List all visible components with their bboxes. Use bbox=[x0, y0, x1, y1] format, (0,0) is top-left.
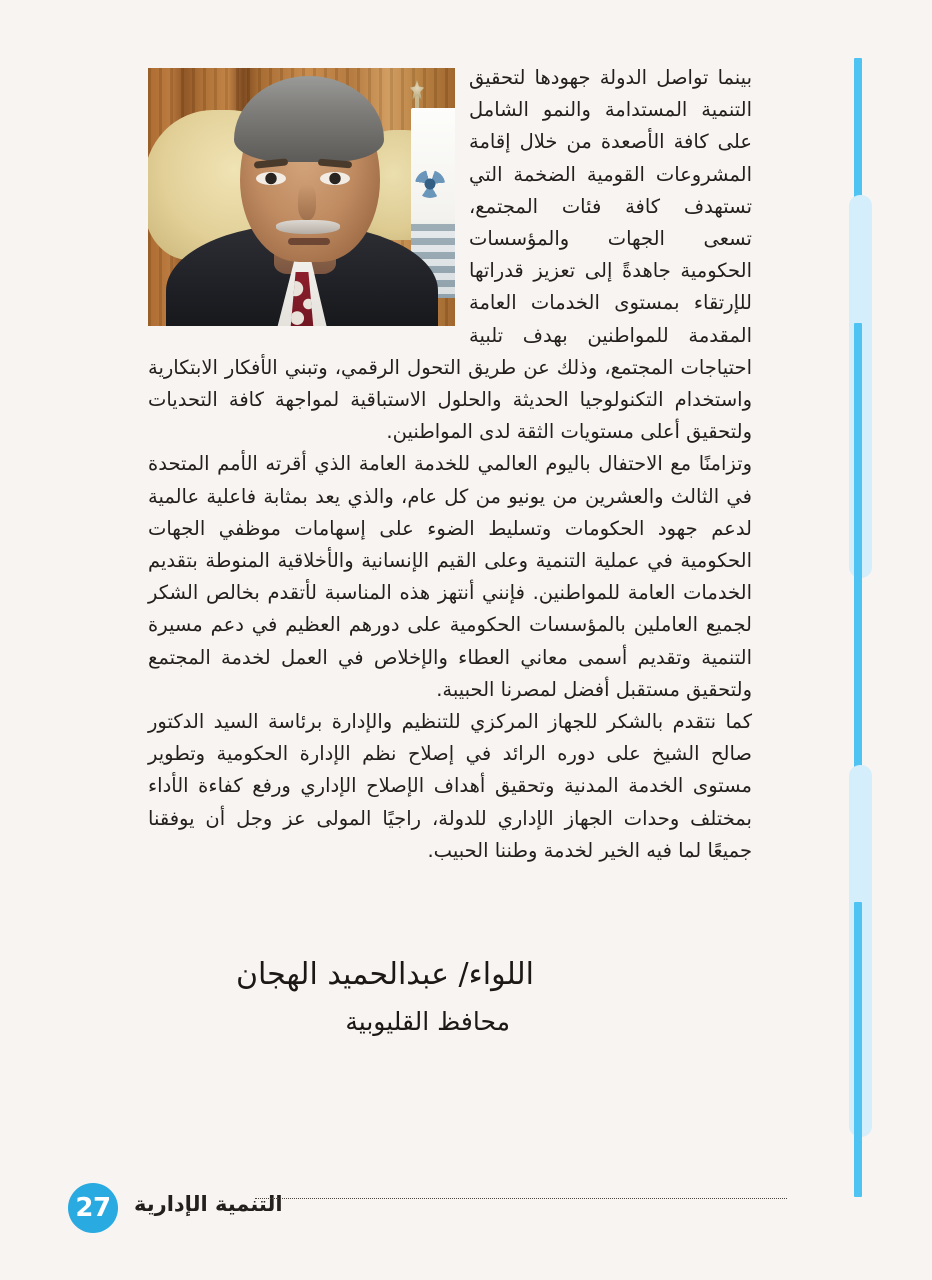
magazine-title: التنمية الإدارية bbox=[134, 1192, 283, 1216]
rail-bar-segment bbox=[854, 323, 862, 712]
photo-eye-left bbox=[256, 172, 286, 185]
page-number-badge: 27 bbox=[68, 1183, 118, 1233]
article-paragraph-2: وتزامنًا مع الاحتفال باليوم العالمي للخدمة العامة الذي أقرته الأمم المتحدة في الثالث والعشرين من يونيو من كل عام، والذي يعد بمثابة فاعلية عالمية لدعم جهود الحكومات وتسليط الضوء على إسهامات موظفي الجهات الحكومية في عملية التنمية وعلى القيم الإنسانية والأخلاقية المنوطة بتقديم الخدمات العامة للمواطنين. فإنني أنتهز هذه المناسبة لأتقدم بخالص الشكر لجميع العاملين بالمؤسسات الحكومية على دورهم العظيم في دعم مسيرة التنمية وتقديم أسمى معاني العطاء والإخلاص في العمل لخدمة المجتمع ولتحقيق مستقبل أفضل لمصرنا الحبيبة. bbox=[148, 452, 752, 701]
photo-mouth bbox=[288, 238, 330, 245]
article-paragraph-1: بينما تواصل الدولة جهودها لتحقيق التنمية المستدامة والنمو الشامل على كافة الأصعدة من خلال إقامة المشروعات القومية الضخمة التي تستهدف كافة فئات المجتمع، تسعى الجهات والمؤسسات الحكومية جاهدةً إلى تعزيز قدراتها للإرتقاء بمستوى الخدمات العامة المقدمة للمواطنين بهدف تلبية احتياجات المجتمع، وذلك عن طريق التحول الرقمي، وتبني الأفكار الابتكارية واستخدام التكنولوجيا الحديثة والحلول الاستباقية لمواجهة كافة التحديات ولتحقيق أعلى مستويات الثقة لدى المواطنين. bbox=[148, 66, 752, 444]
signature-title: محافظ القليوبية bbox=[345, 1006, 510, 1036]
decorative-right-rail bbox=[840, 0, 932, 1280]
photo-eye-right bbox=[320, 172, 350, 185]
rail-bar-segment bbox=[854, 607, 862, 1085]
signature-name: اللواء/ عبدالحميد الهجان bbox=[235, 957, 534, 992]
article-paragraph-3: كما نتقدم بالشكر للجهاز المركزي للتنظيم والإدارة برئاسة السيد الدكتور صالح الشيخ على دوره الرائد في إصلاح نظم الإدارة الحكومية وتطوير مستوى الخدمة المدنية وتحقيق أهداف الإصلاح الإداري ورفع كفاءة الأداء بمختلف وحدات الجهاز الإداري للدولة، راجيًا المولى عز وجل أن يوفقنا جميعًا لما فيه الخير لخدمة وطننا الحبيب. bbox=[148, 710, 752, 862]
article-body bbox=[148, 62, 752, 867]
rail-soft-segment bbox=[849, 195, 872, 578]
photo-moustache bbox=[276, 220, 340, 234]
rail-soft-segment bbox=[849, 765, 872, 1137]
page-footer bbox=[0, 1178, 932, 1238]
footer-dotted-rule bbox=[255, 1198, 787, 1199]
rail-bar-segment bbox=[854, 58, 862, 451]
signature-block bbox=[236, 956, 534, 1038]
photo-nose bbox=[298, 184, 316, 220]
rail-bar-segment bbox=[854, 902, 862, 1197]
portrait-photo bbox=[148, 68, 455, 326]
